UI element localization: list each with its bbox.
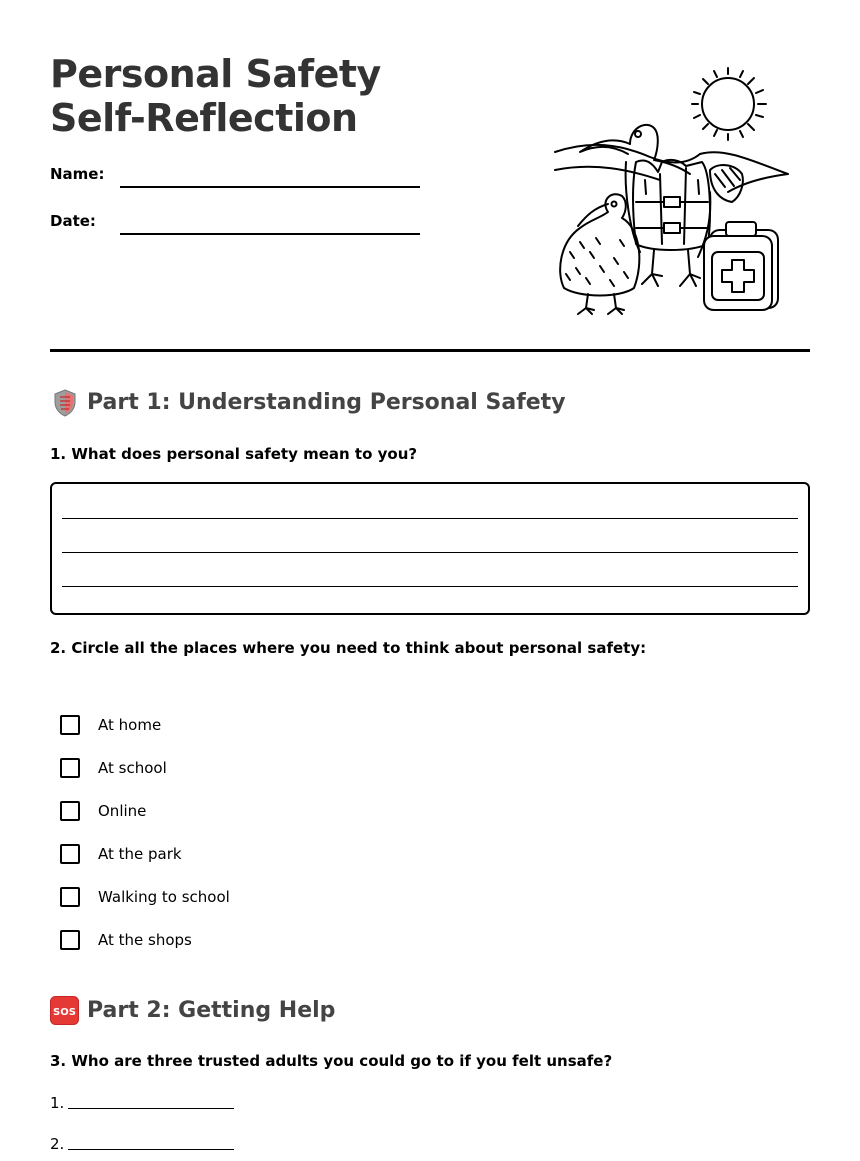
place-option [60,789,230,832]
first-aid-kit-icon [704,222,778,310]
trusted-adult-number: 1. [50,1094,65,1112]
sun-icon [692,68,766,140]
place-checkbox[interactable] [60,715,80,735]
name-field[interactable] [120,186,420,188]
answer-line [62,586,798,587]
place-label: At the park [98,844,182,863]
answer-box-q1[interactable] [50,482,810,615]
shield-icon [50,388,79,417]
safety-kiwi-illustration [550,62,795,317]
place-checkbox[interactable] [60,887,80,907]
place-checkbox[interactable] [60,758,80,778]
part1-heading [50,388,566,417]
answer-line [62,552,798,553]
place-checkbox[interactable] [60,801,80,821]
place-option [60,918,230,961]
question-1: 1. What does personal safety mean to you? [50,445,418,463]
trusted-adult-field[interactable] [68,1149,234,1150]
header-divider [50,349,810,352]
question-3: 3. Who are three trusted adults you could go to if you felt unsafe? [50,1052,613,1070]
place-checkbox[interactable] [60,844,80,864]
part2-title: Part 2: Getting Help [87,998,336,1023]
question-2: 2. Circle all the places where you need to think about personal safety: [50,639,647,657]
place-label: At school [98,758,167,777]
trusted-adult-entry [50,1135,234,1153]
date-field[interactable] [120,233,420,235]
part1-title: Part 1: Understanding Personal Safety [87,390,566,415]
answer-line [62,518,798,519]
name-label: Name: [50,165,105,183]
trusted-adult-entry [50,1094,234,1112]
trusted-adult-number: 2. [50,1135,65,1153]
svg-text:SOS: SOS [53,1007,76,1018]
places-checklist [60,703,230,961]
part2-heading [50,996,335,1025]
place-label: Walking to school [98,887,230,906]
sos-icon [50,996,79,1025]
place-option [60,832,230,875]
worksheet-title: Personal Safety Self-Reflection [50,52,381,140]
date-label: Date: [50,212,96,230]
place-checkbox[interactable] [60,930,80,950]
place-option [60,875,230,918]
place-option [60,746,230,789]
place-option [60,703,230,746]
place-label: At home [98,715,162,734]
place-label: At the shops [98,930,192,949]
place-label: Online [98,801,147,820]
trusted-adult-field[interactable] [68,1108,234,1109]
